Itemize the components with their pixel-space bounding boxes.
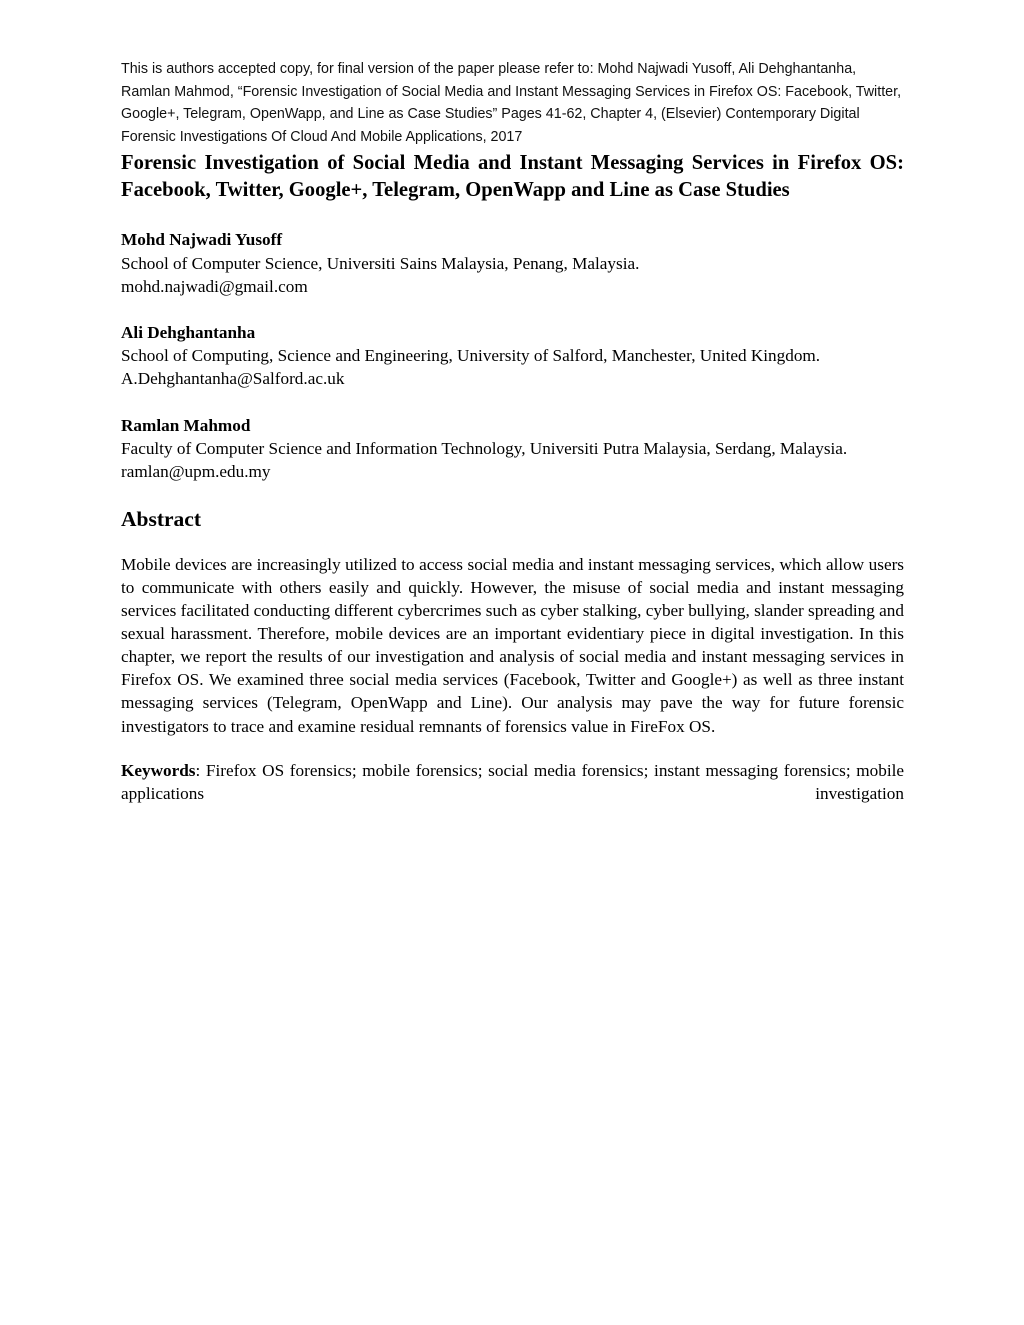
author-affiliation: School of Computer Science, Universiti Sains Malaysia, Penang, Malaysia. <box>121 253 640 273</box>
author-block <box>121 414 904 484</box>
paper-page <box>121 58 904 805</box>
author-name: Ramlan Mahmod <box>121 415 251 435</box>
author-affiliation: School of Computing, Science and Engineering, University of Salford, Manchester, United Kingdom. <box>121 346 821 366</box>
author-name: Mohd Najwadi Yusoff <box>121 230 283 250</box>
author-name: Ali Dehghantanha <box>121 322 256 342</box>
author-email: mohd.najwadi@gmail.com <box>121 276 308 296</box>
author-block <box>121 228 904 298</box>
keywords-paragraph <box>121 759 904 805</box>
abstract-heading: Abstract <box>121 507 202 532</box>
author-block <box>121 321 904 391</box>
accepted-copy-notice: This is authors accepted copy, for final version of the paper please refer to: Mohd Najwadi Yusoff, Ali Dehghantanha, Ramlan Mahmod, “Forensic Investigation of Social Media and Instant Messaging Services in Firefox OS: Facebook, Twitter, Google+, Telegram, OpenWapp, and Line as Case Studies” Pages 41-62, Chapter 4, (Elsevier) Contemporary Digital Forensic Investigations Of Cloud And Mobile Applications, 2017 <box>121 61 902 145</box>
paper-title: Forensic Investigation of Social Media and Instant Messaging Services in Firefox OS: Facebook, Twitter, Google+, Telegram, OpenWapp and Line as Case Studies <box>121 152 904 202</box>
author-email: ramlan@upm.edu.my <box>121 462 271 481</box>
author-affiliation: Faculty of Computer Science and Information Technology, Universiti Putra Malaysia, Serdang, Malaysia. <box>121 438 848 458</box>
abstract-body: Mobile devices are increasingly utilized to access social media and instant messaging services, which allow users to communicate with others easily and quickly. However, the misuse of social media and instant messaging services facilitated conducting different cybercrimes such as cyber stalking, cyber bullying, slander spreading and sexual harassment. Therefore, mobile devices are an important evidentiary piece in digital investigation. In this chapter, we report the results of our investigation and analysis of social media and instant messaging services in Firefox OS. We examined three social media services (Facebook, Twitter and Google+) as well as three instant messaging services (Telegram, OpenWapp and Line). Our analysis may pave the way for future forensic investigators to trace and examine residual remnants of forensics value in FireFox OS. <box>121 555 904 736</box>
keywords-text: : Firefox OS forensics; mobile forensics; social media forensics; instant messaging forensics; mobile applications investigation <box>121 760 904 803</box>
author-email: A.Dehghantanha@Salford.ac.uk <box>121 369 345 389</box>
keywords-label: Keywords <box>121 760 196 780</box>
